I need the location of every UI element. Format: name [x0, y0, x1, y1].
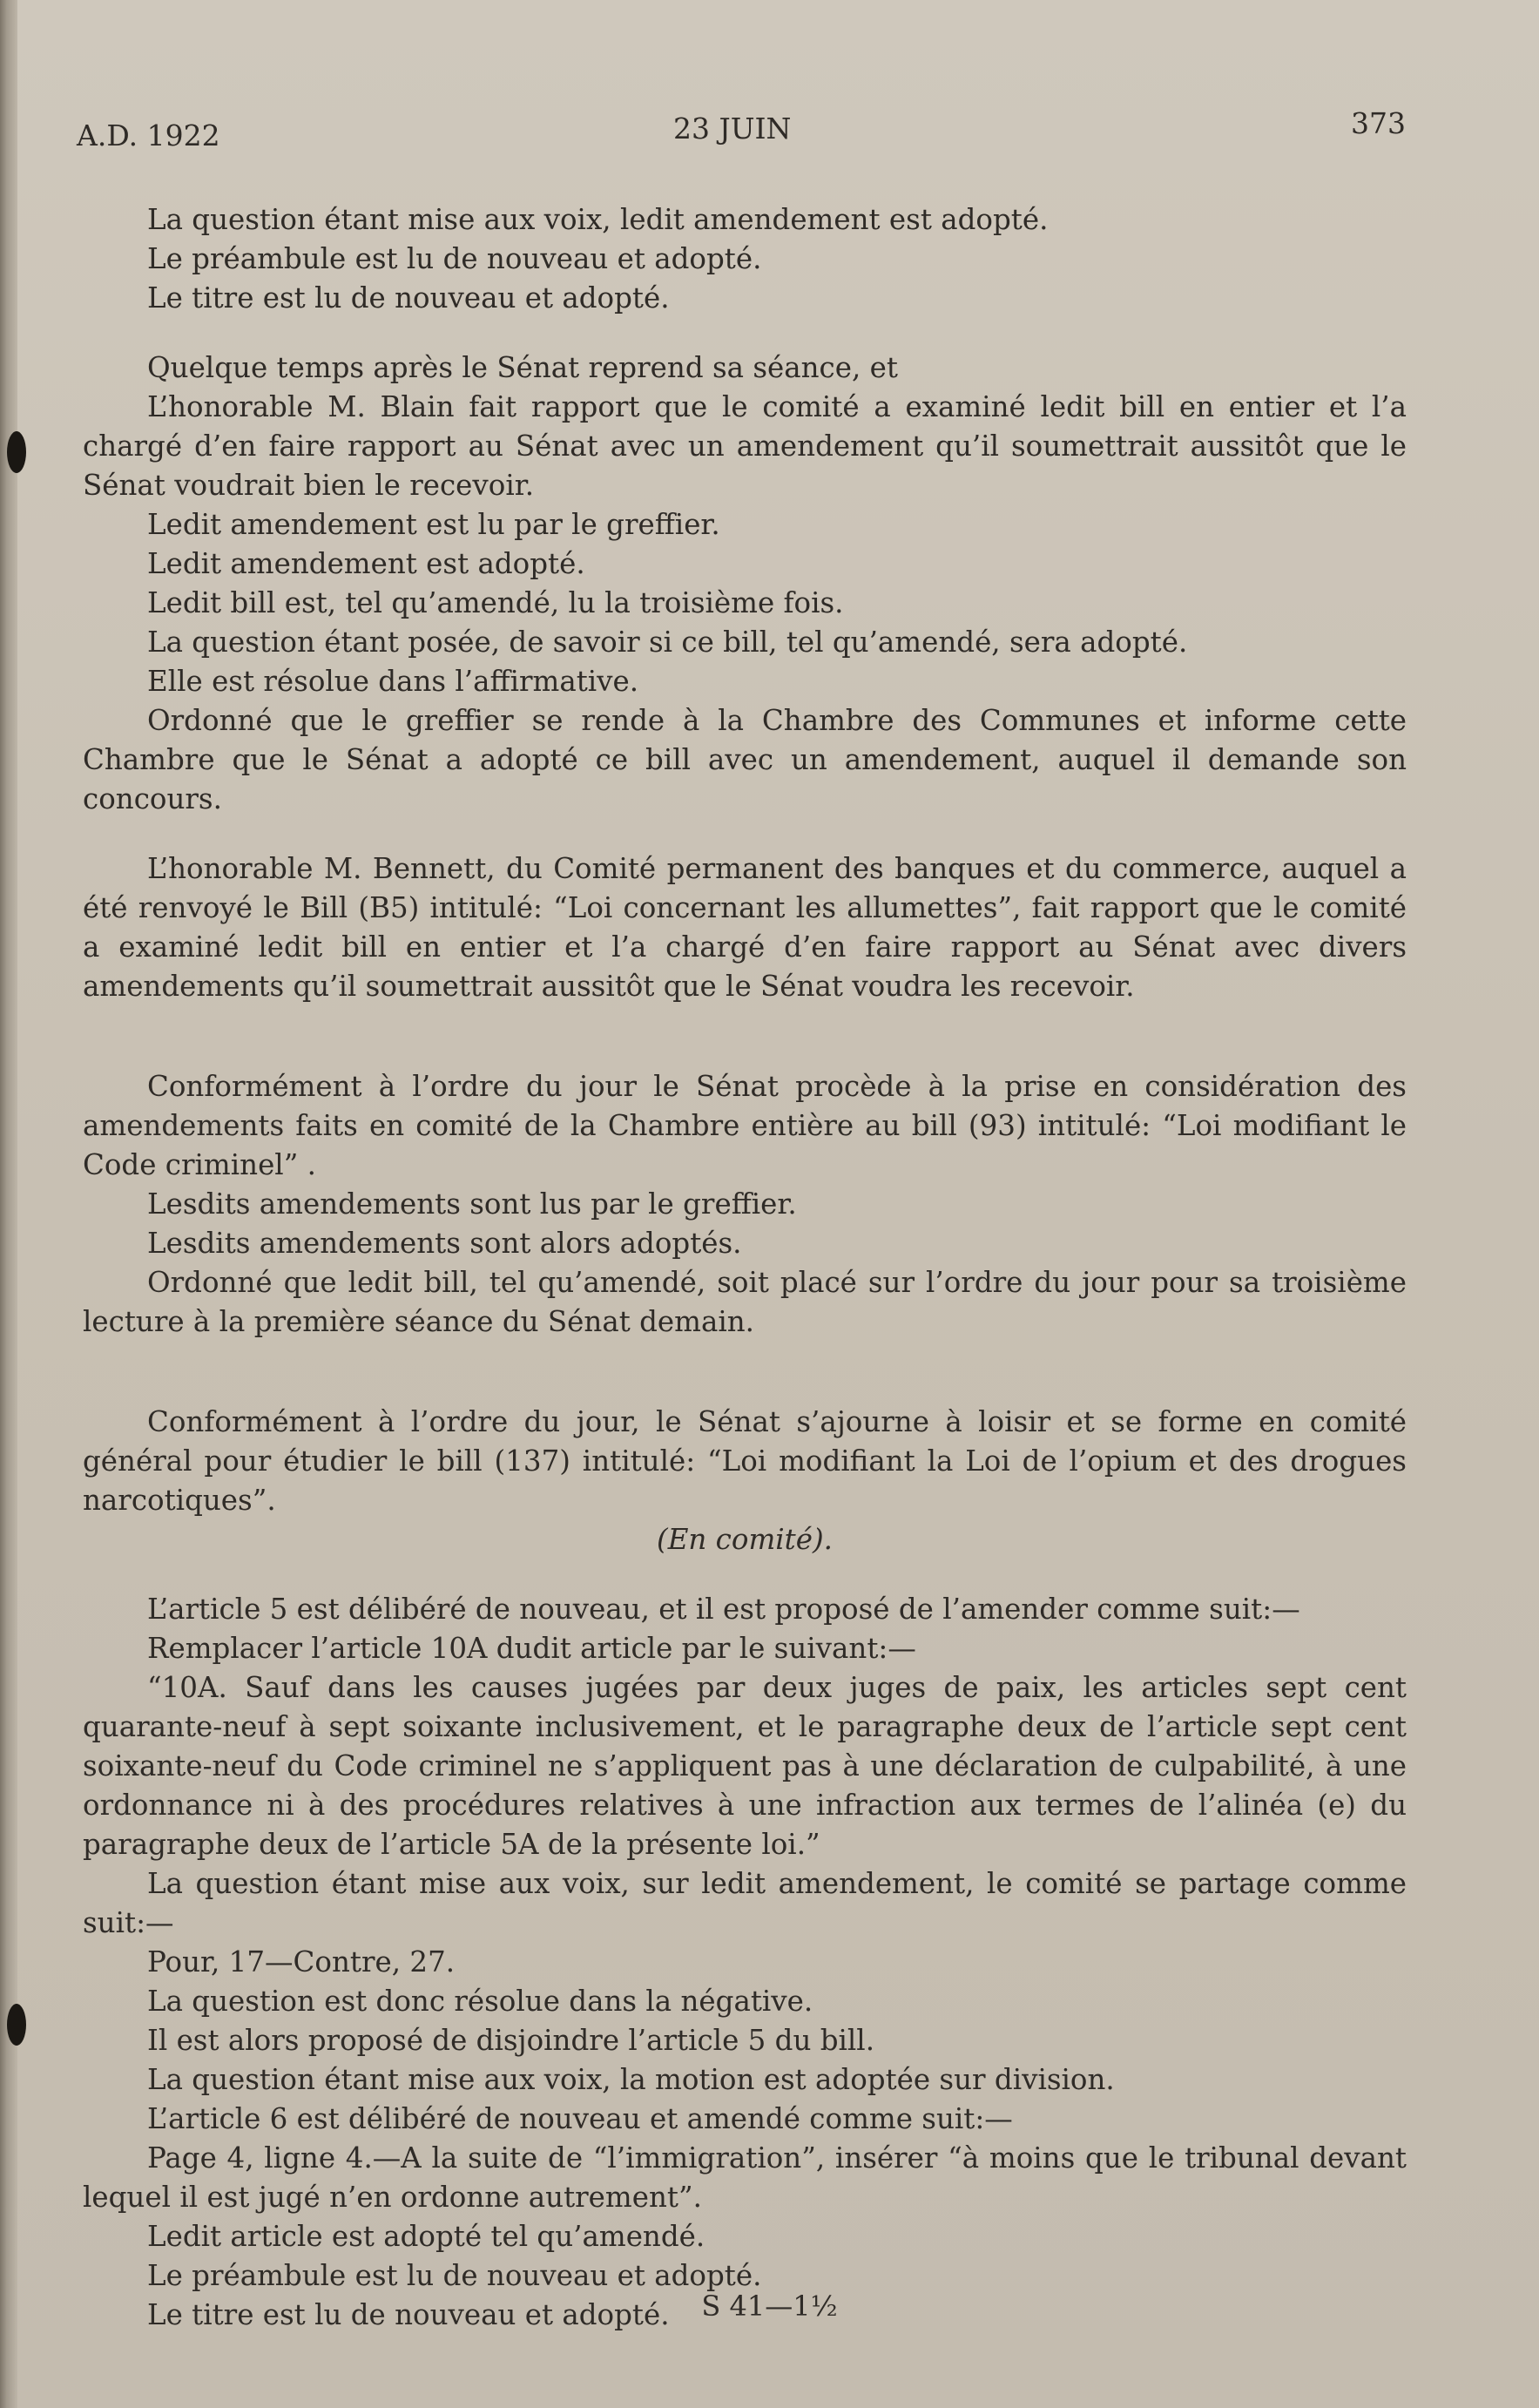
paragraph: “10A. Sauf dans les causes jugées par deux juges de paix, les articles sept cent quarante-neuf à sept soixante inclusivement, et le paragraphe deux de l’article sept cent soixante-neuf du Code criminel ne s’appliquent pas à une déclaration de culpabilité, à une ordonnance ni à des procédures relatives à une infraction aux termes de l’alinéa (e) du paragraphe deux de l’article 5A de la présente loi.” — [83, 1671, 1407, 1861]
page-footer: S 41—1½ — [701, 2290, 838, 2323]
page-number: 373 — [1351, 106, 1406, 140]
paragraph: La question étant mise aux voix, sur ledit amendement, le comité se partage comme suit:— — [83, 1867, 1407, 1939]
page-binding — [0, 0, 17, 2408]
paragraph: Il est alors proposé de disjoindre l’article 5 du bill. — [147, 2024, 875, 2057]
paragraph: La question étant mise aux voix, ledit amendement est adopté. — [147, 203, 1049, 236]
paragraph: Ledit amendement est lu par le greffier. — [147, 508, 720, 541]
paragraph: La question étant posée, de savoir si ce bill, tel qu’amendé, sera adopté. — [147, 626, 1188, 659]
paragraph: L’article 5 est délibéré de nouveau, et il est proposé de l’amender comme suit:— — [147, 1593, 1300, 1626]
paragraph: Ledit bill est, tel qu’amendé, lu la troisième fois. — [147, 586, 844, 619]
paragraph: Remplacer l’article 10A dudit article par le suivant:— — [147, 1632, 916, 1665]
paragraph: Le préambule est lu de nouveau et adopté. — [147, 242, 762, 275]
paragraph: La question étant mise aux voix, la motion est adoptée sur division. — [147, 2063, 1115, 2096]
paragraph: Elle est résolue dans l’affirmative. — [147, 665, 639, 698]
paragraph: La question est donc résolue dans la négative. — [147, 1985, 813, 2018]
paragraph: Le titre est lu de nouveau et adopté. — [147, 281, 670, 315]
header-date: 23 JUIN — [673, 112, 792, 145]
paragraph: Ordonné que ledit bill, tel qu’amendé, soit placé sur l’ordre du jour pour sa troisième lecture à la première séance du Sénat demain. — [83, 1266, 1407, 1338]
page-body — [83, 200, 1407, 2335]
paragraph: L’honorable M. Blain fait rapport que le comité a examiné ledit bill en entier et l’a chargé d’en faire rapport au Sénat avec un amendement qu’il soumettrait aussitôt que le Sénat voudrait bien le recevoir. — [83, 390, 1407, 502]
paragraph: Lesdits amendements sont lus par le greffier. — [147, 1187, 797, 1221]
header-year: A.D. 1922 — [77, 118, 220, 152]
paragraph: L’article 6 est délibéré de nouveau et amendé comme suit:— — [147, 2102, 1013, 2135]
paragraph: Ledit amendement est adopté. — [147, 547, 585, 580]
paragraph: Pour, 17—Contre, 27. — [147, 1945, 456, 1978]
paragraph: L’honorable M. Bennett, du Comité permanent des banques et du commerce, auquel a été renvoyé le Bill (B5) intitulé: “Loi concernant les allumettes”, fait rapport que le comité a examiné ledit bill en entier et l’a chargé d’en faire rapport au Sénat avec divers amendements qu’il soumettrait aussitôt que le Sénat voudra les recevoir. — [83, 852, 1407, 1003]
paragraph: Le titre est lu de nouveau et adopté. — [147, 2298, 670, 2331]
paragraph: Conformément à l’ordre du jour le Sénat procède à la prise en considération des amendements faits en comité de la Chambre entière au bill (93) intitulé: “Loi modifiant le Code criminel” . — [83, 1070, 1407, 1181]
paragraph: Ledit article est adopté tel qu’amendé. — [147, 2220, 705, 2253]
paragraph: Ordonné que le greffier se rende à la Chambre des Communes et informe cette Chambre que le Sénat a adopté ce bill avec un amendement, auquel il demande son concours. — [83, 704, 1407, 815]
paragraph: Le préambule est lu de nouveau et adopté. — [147, 2259, 762, 2292]
page-header — [77, 106, 1406, 155]
paragraph: Conformément à l’ordre du jour, le Sénat s’ajourne à loisir et se forme en comité général pour étudier le bill (137) intitulé: “Loi modifiant la Loi de l’opium et des drogues narcotiques”. — [83, 1405, 1407, 1517]
section-heading: (En comité). — [657, 1523, 833, 1556]
paragraph: Lesdits amendements sont alors adoptés. — [147, 1227, 742, 1260]
paragraph: Page 4, ligne 4.—A la suite de “l’immigration”, insérer “à moins que le tribunal devant lequel il est jugé n’en ordonne autrement”. — [83, 2141, 1407, 2214]
binding-hole — [7, 2004, 26, 2046]
binding-hole — [7, 431, 26, 473]
paragraph: Quelque temps après le Sénat reprend sa séance, et — [147, 351, 898, 384]
